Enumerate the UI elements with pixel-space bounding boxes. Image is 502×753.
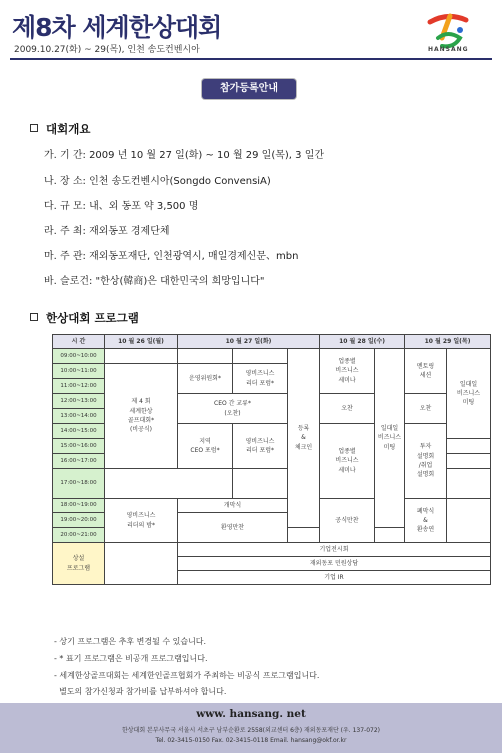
investment-session: 투자 설명회 /취업 설명회 — [405, 424, 447, 499]
header-day-27: 10 월 27 일(화) — [178, 335, 320, 349]
empty-cell — [447, 454, 491, 469]
ceo-exchange-lunch: CEO 간 교류* (오찬) — [178, 394, 288, 424]
regional-ceo-forum: 지역 CEO 포럼* — [178, 424, 233, 469]
time-slot: 16:00~17:00 — [53, 454, 105, 469]
overseas-consulting: 재외동포 민원상담 — [178, 557, 491, 571]
note: 별도의 참가신청과 참가비를 납부하셔야 합니다. — [54, 687, 227, 696]
time-slot: 19:00~20:00 — [53, 513, 105, 528]
empty-cell — [233, 349, 288, 364]
young-business-forum-2: 영비즈니스 리더 포럼* — [233, 424, 288, 469]
page-title: 제8차 세계한상대회 — [12, 13, 222, 42]
one-on-one-meeting: 일대일 비즈니스 미팅 — [375, 349, 405, 528]
empty-cell — [105, 469, 233, 499]
time-slot: 18:00~19:00 — [53, 499, 105, 513]
one-on-one-meeting-2: 일대일 비즈니스 미팅 — [447, 349, 491, 439]
time-slot: 14:00~15:00 — [53, 424, 105, 439]
note: - 상기 프로그램은 추후 변경될 수 있습니다. — [54, 637, 207, 646]
empty-cell — [447, 499, 491, 543]
time-slot: 15:00~16:00 — [53, 439, 105, 454]
empty-cell — [105, 543, 178, 585]
time-slot: 17:00~18:00 — [53, 469, 105, 499]
overview-heading: 대회개요 — [30, 121, 90, 137]
welcome-dinner: 환영만찬 — [178, 513, 288, 543]
overview-item: 마. 주 관: 재외동포재단, 인천광역시, 매일경제신문、mbn — [44, 251, 299, 262]
empty-cell — [233, 469, 288, 499]
standing-program: 상설 프로그램 — [53, 543, 105, 585]
empty-cell — [105, 349, 178, 364]
event-date-venue: 2009.10.27(화) ~ 29(목), 인천 송도컨벤시아 — [14, 45, 200, 55]
time-slot: 11:00~12:00 — [53, 379, 105, 394]
official-dinner: 공식만찬 — [320, 499, 375, 543]
company-ir: 기업 IR — [178, 571, 491, 585]
header-divider — [10, 58, 492, 60]
empty-cell — [288, 528, 320, 543]
time-slot: 12:00~13:00 — [53, 394, 105, 409]
bullet-square-icon — [30, 124, 38, 132]
young-business-forum: 영비즈니스 리더 포럼* — [233, 364, 288, 394]
register-cell: 등록 & 체크인 — [288, 349, 320, 528]
program-heading: 한상대회 프로그램 — [30, 310, 139, 326]
logo-text: HANSANG — [428, 46, 469, 53]
overview-item: 바. 슬로건: "한상(韓商)은 대한민국의 희망입니다" — [44, 276, 265, 287]
note: - 세계한상골프대회는 세계한인골프협회가 주최하는 비공식 프로그램입니다. — [54, 671, 320, 680]
time-slot: 13:00~14:00 — [53, 409, 105, 424]
overview-item: 나. 장 소: 인천 송도컨벤시아(Songdo ConvensiA) — [44, 176, 271, 187]
industry-seminar-1: 업종별 비즈니스 세미나 — [320, 349, 375, 394]
golf-tournament: 제 4 회 세계한상 골프대회* (비공식) — [105, 364, 178, 469]
footer-contact: Tel. 02-3415-0150 Fax. 02-3415-0118 Email. hansang@okf.or.kr — [155, 737, 347, 744]
lunch-28: 오찬 — [320, 394, 375, 424]
time-slot: 10:00~11:00 — [53, 364, 105, 379]
header-day-28: 10 월 28 일(수) — [320, 335, 405, 349]
time-slot: 20:00~21:00 — [53, 528, 105, 543]
header-time: 시 간 — [53, 335, 105, 349]
header-day-26: 10 월 26 일(월) — [105, 335, 178, 349]
mentoring-session: 멘토링 세션 — [405, 349, 447, 394]
overview-item: 가. 기 간: 2009 년 10 월 27 일(화) ~ 10 월 29 일(목), 3 일간 — [44, 150, 325, 161]
empty-cell — [178, 349, 233, 364]
registration-info-button[interactable]: 참가등록안내 — [202, 79, 296, 99]
header-day-29: 10 월 29 일(목) — [405, 335, 491, 349]
bullet-square-icon — [30, 313, 38, 321]
young-business-night: 영비즈니스 리더의 밤* — [105, 499, 178, 543]
closing-ceremony: 폐막식 & 환송연 — [405, 499, 447, 543]
opening-ceremony: 개막식 — [178, 499, 288, 513]
time-slot: 09:00~10:00 — [53, 349, 105, 364]
business-expo: 기업전시회 — [178, 543, 491, 557]
empty-cell — [447, 469, 491, 499]
overview-item: 라. 주 최: 재외동포 경제단체 — [44, 226, 170, 237]
industry-seminar-2: 업종별 비즈니스 세미나 — [320, 424, 375, 499]
lunch-29: 오찬 — [405, 394, 447, 424]
note: - * 표기 프로그램은 비공개 프로그램입니다. — [54, 654, 208, 663]
steering-committee: 운영위원회* — [178, 364, 233, 394]
footer-website-link[interactable]: www. hansang. net — [196, 708, 306, 720]
footer-address: 한상대회 본부사무국 서울시 서초구 남부순환로 2558(외교센터 6층) 재외동포재단 (우. 137-072) — [121, 727, 381, 734]
overview-item: 다. 규 모: 내、외 동포 약 3,500 명 — [44, 201, 199, 212]
program-schedule-table — [52, 334, 491, 585]
empty-cell — [447, 439, 491, 454]
